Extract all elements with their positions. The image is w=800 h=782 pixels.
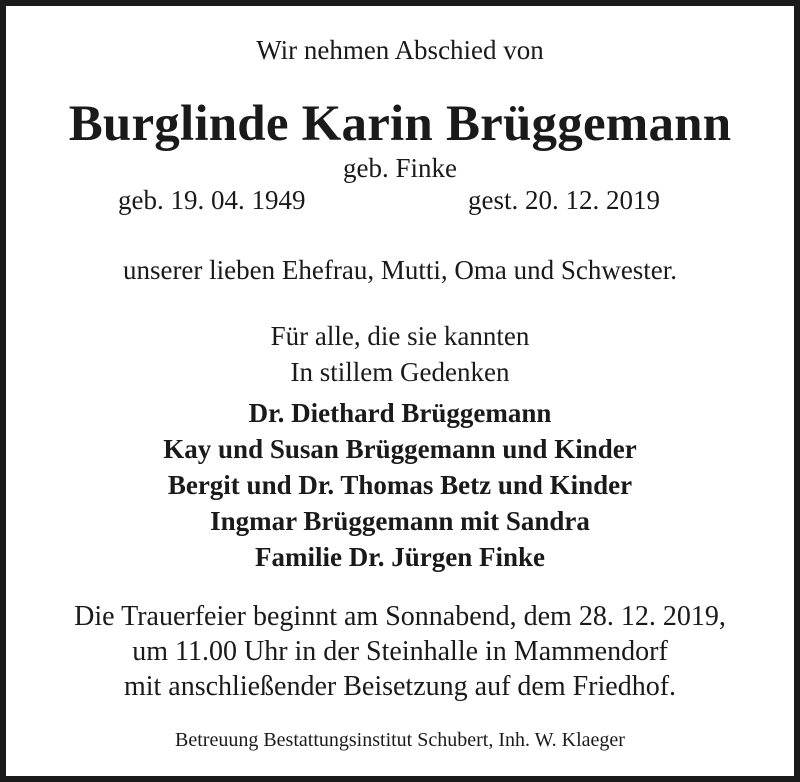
dedication-line: Für alle, die sie kannten (270, 321, 530, 351)
service-location-line: um 11.00 Uhr in der Steinhalle in Mammendorf (132, 636, 668, 667)
undertaker-credit: Betreuung Bestattungsinstitut Schubert, Inh. W. Klaeger (175, 729, 625, 751)
birth-date: geb. 19. 04. 1949 (118, 185, 306, 215)
in-memory-line: In stillem Gedenken (290, 357, 510, 387)
service-date-line: Die Trauerfeier beginnt am Sonnabend, dem 28. 12. 2019, (74, 601, 726, 632)
intro-line: Wir nehmen Abschied von (256, 35, 544, 65)
burial-line: mit anschließender Beisetzung auf dem Friedhof. (123, 671, 677, 702)
mourner-name: Kay und Susan Brüggemann und Kinder (163, 434, 637, 464)
mourner-name: Familie Dr. Jürgen Finke (255, 542, 545, 572)
mourner-name: Ingmar Brüggemann mit Sandra (210, 506, 590, 536)
mourner-name: Dr. Diethard Brüggemann (248, 398, 552, 428)
mourner-name: Bergit und Dr. Thomas Betz und Kinder (167, 470, 633, 500)
death-date: gest. 20. 12. 2019 (468, 185, 660, 215)
birth-name: geb. Finke (343, 153, 457, 183)
relation-line: unserer lieben Ehefrau, Mutti, Oma und Schwester. (122, 255, 678, 285)
deceased-name: Burglinde Karin Brüggemann (68, 96, 732, 152)
mourners-list (6, 395, 794, 575)
